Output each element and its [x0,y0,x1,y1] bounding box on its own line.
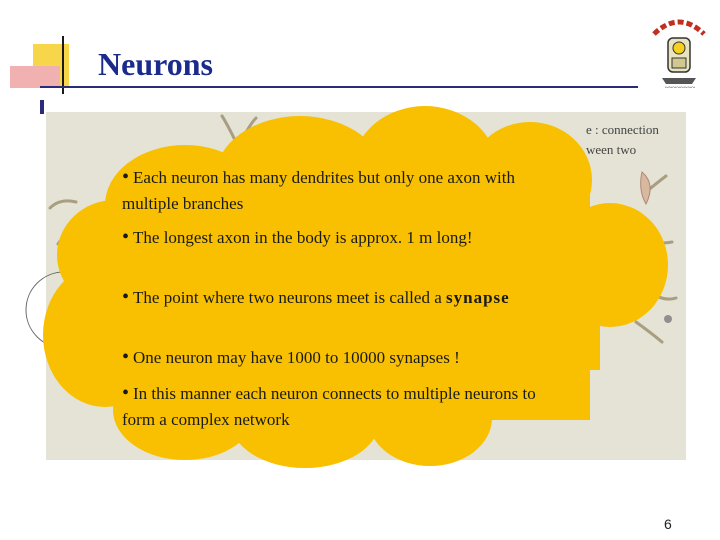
bullet-longest-axon [122,224,542,251]
synapse-term: synapse [446,288,510,307]
bullet-network [122,380,562,433]
bullet-dot: • [122,382,130,404]
bullet-dot: • [122,286,130,308]
bullet-dot: • [122,346,130,368]
bullet-synapse-count [122,344,562,371]
bullet-synapse-definition [122,284,542,311]
bullet-text: The point where two neurons meet is called a [133,288,446,307]
bullet-dot: • [122,166,130,188]
bullet-text: Each neuron has many dendrites but only one axon with multiple branches [122,168,515,213]
bullet-text: One neuron may have 1000 to 10000 synapses [133,348,455,367]
page-number: 6 [664,516,672,532]
bullet-dot: • [122,226,130,248]
bullet-text: In this manner each neuron connects to multiple neurons to form a complex network [122,384,536,429]
bullet-exclamation: ! [454,348,460,367]
slide-title: Neurons [98,46,213,82]
bullet-dendrites-axon [122,164,542,217]
synapse-caption: e : connection ween two [586,122,659,157]
logo-motto: ~~~~~~~~ [664,84,696,92]
bullet-text: The longest axon in the body is approx. 1 m long! [133,228,473,247]
